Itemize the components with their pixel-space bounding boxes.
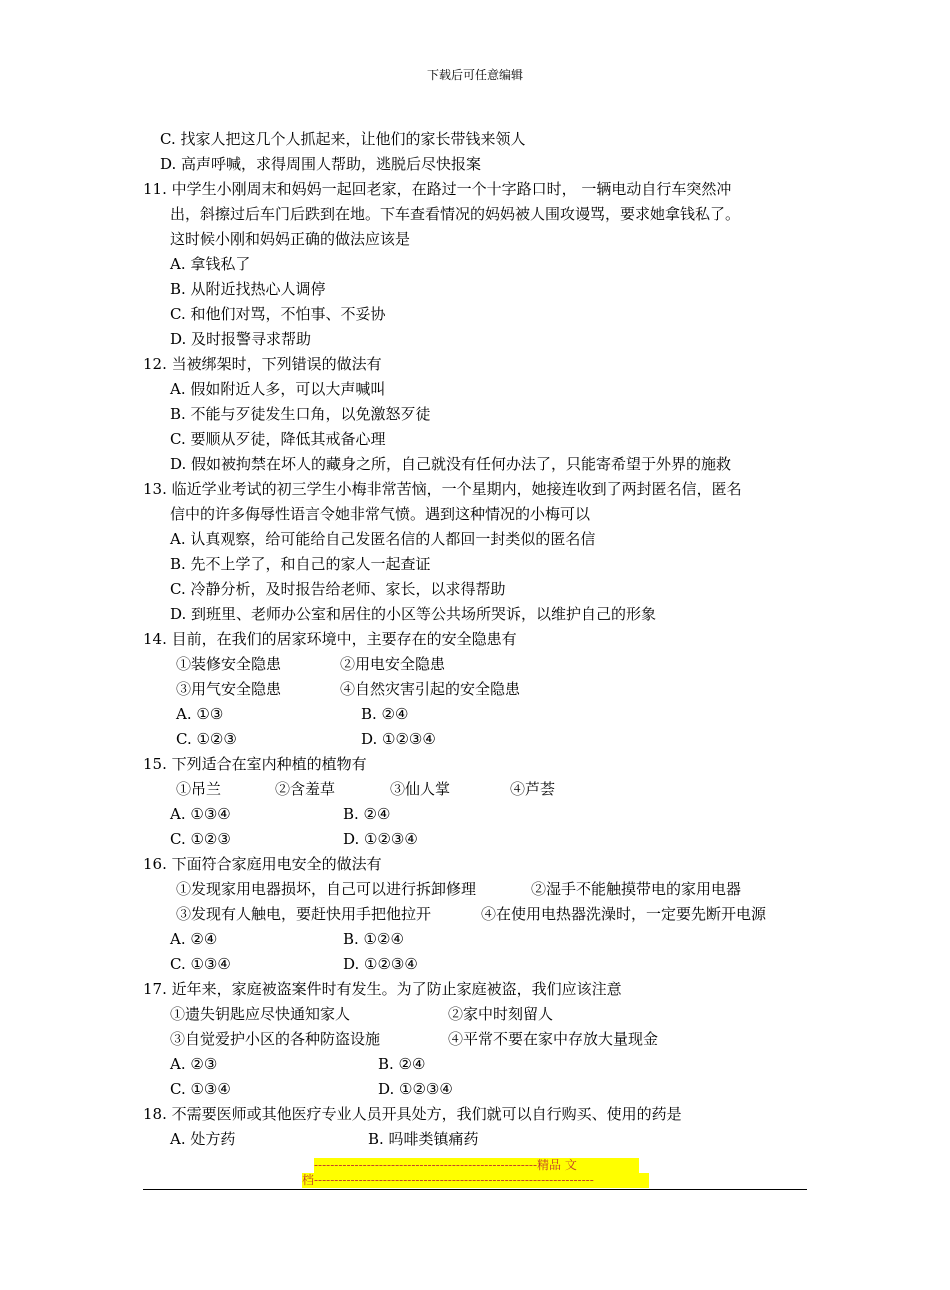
text-line: D. 及时报警寻求帮助	[170, 330, 312, 348]
text-line: 13. 临近学业考试的初三学生小梅非常苦恼，一个星期内，她接连收到了两封匿名信，匿名	[143, 480, 742, 498]
text-line: D. 假如被拘禁在坏人的藏身之所，自己就没有任何办法了，只能寄希望于外界的施救	[170, 455, 732, 473]
text-line: C. ①②③	[176, 730, 237, 748]
text-line: ②用电安全隐患	[340, 655, 446, 673]
text-line: 这时候小刚和妈妈正确的做法应该是	[170, 230, 411, 248]
text-line: 12. 当被绑架时，下列错误的做法有	[143, 355, 382, 373]
text-line: ①遗失钥匙应尽快通知家人	[170, 1005, 351, 1023]
footer-watermark-line-1: -------------------------------------------------------精品 文	[314, 1158, 639, 1173]
text-line: D. ①②③④	[343, 830, 418, 848]
footer-watermark-line-2: 档---------------------------------------------------------------------	[302, 1173, 649, 1188]
text-line: ②含羞草	[275, 780, 336, 798]
text-line: ①装修安全隐患	[176, 655, 282, 673]
footer-rule	[143, 1189, 807, 1190]
text-line: B. ②④	[378, 1055, 426, 1073]
text-line: ③自觉爱护小区的各种防盗设施	[170, 1030, 381, 1048]
text-line: C. 找家人把这几个人抓起来，让他们的家长带钱来领人	[160, 130, 526, 148]
text-line: ③用气安全隐患	[176, 680, 282, 698]
text-line: C. 冷静分析，及时报告给老师、家长，以求得帮助	[170, 580, 506, 598]
text-line: 16. 下面符合家庭用电安全的做法有	[143, 855, 382, 873]
text-line: 信中的许多侮辱性语言令她非常气愤。遇到这种情况的小梅可以	[170, 505, 591, 523]
text-line: D. 高声呼喊，求得周围人帮助，逃脱后尽快报案	[160, 155, 482, 173]
text-line: ③发现有人触电，要赶快用手把他拉开	[176, 905, 432, 923]
text-line: ②家中时刻留人	[448, 1005, 554, 1023]
text-line: A. 拿钱私了	[170, 255, 251, 273]
text-line: C. 和他们对骂，不怕事、不妥协	[170, 305, 386, 323]
text-line: ③仙人掌	[390, 780, 451, 798]
text-line: ④芦荟	[510, 780, 556, 798]
text-line: ④在使用电热器洗澡时，一定要先断开电源	[481, 905, 767, 923]
text-line: 15. 下列适合在室内种植的植物有	[143, 755, 367, 773]
text-line: ④自然灾害引起的安全隐患	[340, 680, 521, 698]
text-line: C. ①③④	[170, 1080, 231, 1098]
text-line: ①发现家用电器损坏，自己可以进行拆卸修理	[176, 880, 477, 898]
text-line: 17. 近年来，家庭被盗案件时有发生。为了防止家庭被盗，我们应该注意	[143, 980, 622, 998]
text-line: A. ①③④	[170, 805, 231, 823]
text-line: B. ①②④	[343, 930, 404, 948]
text-line: B. 从附近找热心人调停	[170, 280, 326, 298]
text-line: D. ①②③④	[378, 1080, 453, 1098]
text-line: C. 要顺从歹徒，降低其戒备心理	[170, 430, 386, 448]
text-line: B. 吗啡类镇痛药	[368, 1130, 479, 1148]
text-line: 出，斜擦过后车门后跌到在地。下车查看情况的妈妈被人围攻谩骂，要求她拿钱私了。	[170, 205, 741, 223]
text-line: A. ②③	[170, 1055, 218, 1073]
text-line: B. 不能与歹徒发生口角，以免激怒歹徒	[170, 405, 431, 423]
text-line: D. ①②③④	[361, 730, 436, 748]
text-line: C. ①③④	[170, 955, 231, 973]
text-line: A. 认真观察，给可能给自己发匿名信的人都回一封类似的匿名信	[170, 530, 596, 548]
text-line: D. 到班里、老师办公室和居住的小区等公共场所哭诉，以维护自己的形象	[170, 605, 657, 623]
text-line: 11. 中学生小刚周末和妈妈一起回老家，在路过一个十字路口时， 一辆电动自行车突然冲	[143, 180, 732, 198]
text-line: D. ①②③④	[343, 955, 418, 973]
text-line: A. 处方药	[170, 1130, 236, 1148]
page-header: 下载后可任意编辑	[426, 68, 523, 82]
text-line: ②湿手不能触摸带电的家用电器	[531, 880, 742, 898]
text-line: A. ①③	[176, 705, 224, 723]
text-line: B. ②④	[361, 705, 409, 723]
text-line: B. ②④	[343, 805, 391, 823]
text-line: ④平常不要在家中存放大量现金	[448, 1030, 659, 1048]
text-line: ①吊兰	[176, 780, 222, 798]
text-line: 18. 不需要医师或其他医疗专业人员开具处方，我们就可以自行购买、使用的药是	[143, 1105, 682, 1123]
text-line: A. ②④	[170, 930, 218, 948]
text-line: B. 先不上学了，和自己的家人一起查证	[170, 555, 431, 573]
text-line: A. 假如附近人多，可以大声喊叫	[170, 380, 386, 398]
text-line: C. ①②③	[170, 830, 231, 848]
text-line: 14. 目前，在我们的居家环境中，主要存在的安全隐患有	[143, 630, 517, 648]
